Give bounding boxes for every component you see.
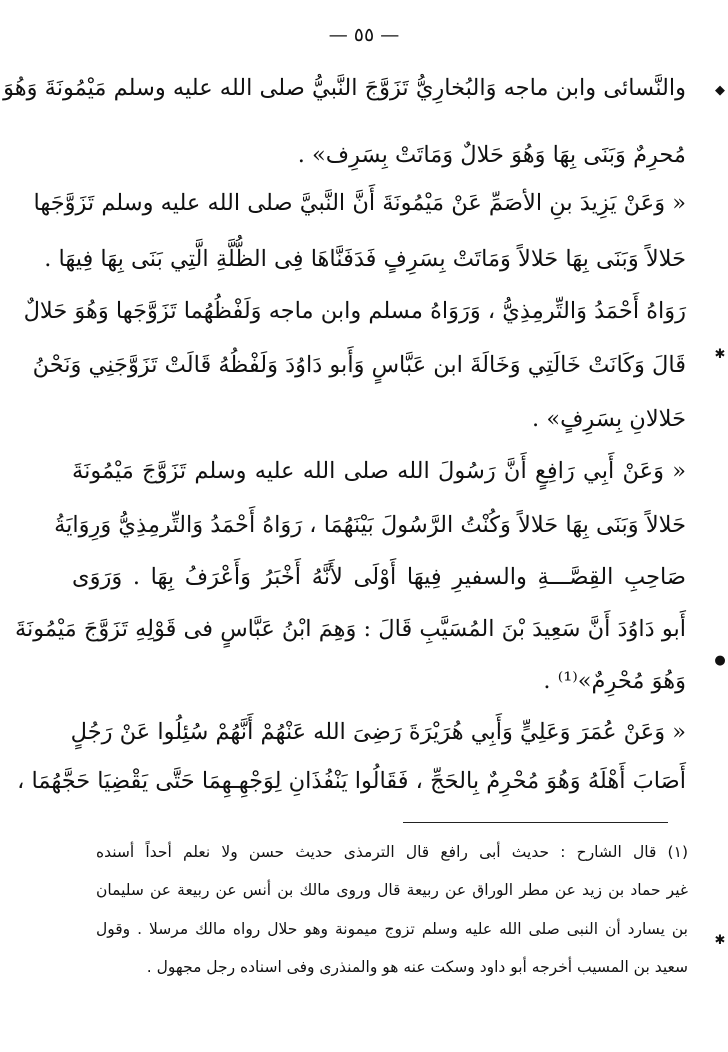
body-line-1: والنَّسائى وابن ماجه وَالبُخارِيُّ تَزَوَّجَ النَّبيُّ صلى الله عليه وسلم مَيْمُونَةَ وَهُوَ: [3, 75, 686, 101]
body-line-4: حَلالاً وَبَنَى بِهَا حَلالاً وَمَاتَتْ بِسَرِفٍ فَدَفَنَّاهَا فِى الظُّلَّةِ الَّتِي بَنَى بِهَا فِيهَا .: [44, 246, 686, 272]
footnote-line-2: غير حماد بن زيد عن مطر الوراق عن ربيعة قال وروى مالك بن أنس عن ربيعة عن سليمان: [96, 881, 688, 899]
footnote-separator: [403, 822, 668, 823]
body-line-10: صَاحِبِ القِصَّـــةِ والسفيرِ فِيهَا أَوْلَى لأَنَّهُ أَخْبَرُ وَأَعْرَفُ بِهَا . وَرَوَى: [72, 564, 686, 590]
footnote-line-3: بن يسارد أن النبى صلى الله عليه وسلم تزوج ميمونة وهو حلال رواه مالك مرسلا . وقول: [96, 920, 688, 938]
body-line-9: حَلالاً وَبَنَى بِهَا حَلالاً وَكُنْتُ الرَّسُولَ بَيْنَهُمَا ، رَوَاهُ أَحْمَدُ وَالتِّرمِذِيُّ وَرِوَايَةُ: [54, 512, 686, 538]
body-line-12: وَهُوَ مُحْرِمٌ»⁽¹⁾ .: [543, 668, 686, 694]
body-line-7: حَلالانِ بِسَرِفٍ» .: [532, 406, 686, 432]
body-line-3: « وَعَنْ يَزِيدَ بنِ الأصَمِّ عَنْ مَيْمُونَةَ أَنَّ النَّبيَّ صلى الله عليه وسلم تَزَوَّجَها: [33, 190, 686, 216]
body-line-13: « وَعَنْ عُمَرَ وَعَلِيٍّ وَأَبِي هُرَيْرَةَ رَضِىَ الله عَنْهُمْ أَنَّهُمْ سُئِلُوا عَنْ رَجُلٍ: [70, 719, 686, 745]
body-line-11: أَبو دَاوُدَ أَنَّ سَعِيدَ بْنَ المُسَيَّبِ قَالَ : وَهِمَ ابْنُ عَبَّاسٍ فى قَوْلِهِ تَزَوَّجَ مَيْمُونَةَ: [14, 616, 686, 642]
page-number: — ٥٥ —: [328, 24, 400, 46]
margin-mark-2: ✱: [714, 347, 726, 362]
margin-mark-1: ◆: [715, 83, 725, 98]
margin-mark-4: ✱: [714, 933, 726, 948]
body-line-14: أَصَابَ أَهْلَهُ وَهُوَ مُحْرِمٌ بِالحَجِّ ، فَقَالُوا يَنْفُذَانِ لِوَجْهِـهِمَا حَتَّى يَقْضِيَا حَجَّهُمَا ،: [17, 768, 686, 794]
footnote-line-4: سعيد بن المسيب أخرجه أبو داود وسكت عنه هو والمنذرى وفى اسناده رجل مجهول .: [146, 958, 688, 976]
body-line-6: قَالَ وَكَانَتْ خَالَتِي وَخَالَةَ ابن عَبَّاسٍ وَأَبو دَاوُدَ وَلَفْظُهُ قَالَتْ تَزَوَّجَنِي وَنَحْنُ: [32, 352, 686, 378]
body-line-5: رَوَاهُ أَحْمَدُ وَالتِّرمِذِيُّ ، وَرَوَاهُ مسلم وابن ماجه وَلَفْظُهُما تَزَوَّجَها وَهُوَ حَلالٌ: [23, 298, 686, 324]
body-line-2: مُحرِمٌ وَبَنَى بِهَا وَهُوَ حَلالٌ وَمَاتَتْ بِسَرِف» .: [297, 142, 686, 168]
margin-mark-3: ●: [714, 653, 726, 668]
footnote-line-1: (١) قال الشارح : حديث أبى رافع قال الترمذى حديث حسن ولا نعلم أحداً أسنده: [96, 843, 688, 861]
body-line-8: « وَعَنْ أَبِي رَافِعٍ أَنَّ رَسُولَ الله صلى الله عليه وسلم تَزَوَّجَ مَيْمُونَةَ: [72, 458, 686, 484]
